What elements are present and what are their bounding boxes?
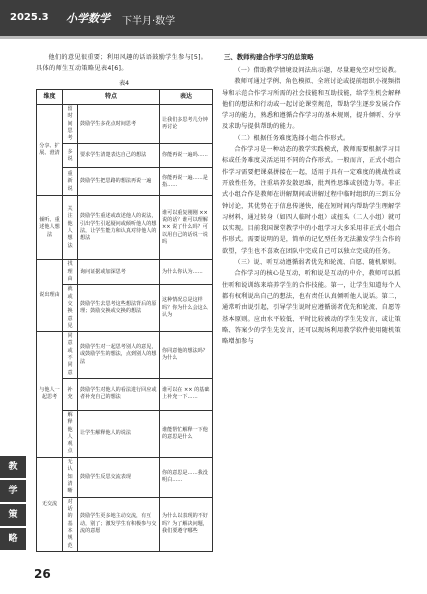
dimension-cell: 无交流 bbox=[37, 457, 63, 551]
table-caption: 表4 bbox=[118, 80, 130, 87]
header-bar bbox=[0, 0, 427, 36]
feature-cell: 鼓励学生对一起思考别人的意见，或鼓励学生的想法，点到别人的想法 bbox=[78, 332, 160, 379]
left-column bbox=[36, 52, 212, 552]
section-label: 下半月·数学 bbox=[122, 16, 176, 27]
expression-cell: 让我们多思考几分钟再讨论 bbox=[160, 105, 213, 144]
side-tab-lue: 略 bbox=[0, 528, 26, 550]
table-row bbox=[37, 168, 213, 196]
side-tab-jiao: 教 bbox=[0, 456, 26, 478]
feature-cell: 鼓励学生去思考这些想法背后的原理；鼓励交换或交换的想法 bbox=[78, 285, 160, 332]
sub-cell: 留时间思考 bbox=[63, 105, 78, 144]
dimension-cell: 分享、扩展、澄清 bbox=[37, 105, 63, 196]
table-row bbox=[37, 144, 213, 168]
expression-cell: 为什么以表现的不好吗？为了解决问题，我们要遵守哪些 bbox=[160, 497, 213, 551]
feature-cell: 让学生解释他人的说法 bbox=[78, 410, 160, 457]
feature-cell: 鼓励学生把思路的想法再说一遍 bbox=[78, 168, 160, 196]
feature-cell: 鼓励学生多花点时间思考 bbox=[78, 105, 160, 144]
expression-cell: 你的意思是……我没明白…… bbox=[160, 457, 213, 497]
table-row bbox=[37, 285, 213, 332]
body-paragraph: 合作学习的核心是互动，听和说是互动的中介，教师可以抓住听和说训练来培养学生的合作技能。第一，让学生知道每个人都有权利说出自己的想法，也有责任认真倾听他人说话。第二，通常听由说引起，引导学生说时应遵循弱者优先和轮流、自愿等基本原则。应由水平较低、平时比较被动的学生先发言，或让策略、答案少的学生先发言，还可以现场利用教学软件使用随机策略增加参与 bbox=[222, 270, 401, 346]
side-tab-xue: 学 bbox=[0, 480, 26, 502]
body-paragraph: （一）借助教学情境设问法出示题，尽量避免空对空说教。 bbox=[234, 67, 401, 74]
header-expression: 表达 bbox=[160, 90, 213, 105]
section-title: 三、教师构建合作学习的总策略 bbox=[224, 53, 314, 61]
expression-cell: 谁可以重复刚刚 ×× 说的话？谁可以理解 ×× 说了什么吗？可以用自己的话说一说吗 bbox=[160, 196, 213, 260]
header-feature: 特点 bbox=[63, 90, 160, 105]
body-paragraph: （二）根据任务难度选择小组合作形式。 bbox=[234, 134, 350, 142]
table-row bbox=[37, 497, 213, 551]
table-header-row bbox=[37, 90, 213, 105]
sub-cell: 同意或不同意 bbox=[63, 332, 78, 379]
dimension-cell: 与他人一起思考 bbox=[37, 332, 63, 458]
issue-label: 2025.3 bbox=[10, 12, 49, 23]
table-row bbox=[37, 410, 213, 457]
sub-cell: 重新说 bbox=[63, 168, 78, 196]
side-tab-ce: 策 bbox=[0, 504, 26, 526]
page-number: 26 bbox=[34, 567, 51, 581]
sub-cell: 找理由 bbox=[63, 260, 78, 285]
feature-cell: 要求学生清楚表达自己的想法 bbox=[78, 144, 160, 168]
table-row bbox=[37, 378, 213, 410]
sub-cell: 解释他人观点 bbox=[63, 410, 78, 457]
feature-cell: 鼓励学生对他人的看法进行回应或者补充自己的想法 bbox=[78, 378, 160, 410]
right-column bbox=[222, 52, 406, 347]
body-paragraph: （三）说、听互动遵循弱者优先和轮流、自愿、随机原则。 bbox=[234, 259, 401, 267]
intro-paragraph: 他们的意见很重要；利用风趣的话语鼓励学生参与[5]。具体的师生互动策略见表4[6]。 bbox=[36, 54, 208, 72]
body-paragraph: 教师可通过学例、角色模拟、全班讨论或提前组织小视频指导和示范合作学习所需的社会技能和互助技能，给学生机会解释他们的想法和行动或一起讨论课堂规范，帮助学生逐步发展合作学习的能力，熟悉和遵循合作学习的基本规则，提升倾听、分享及求助与提供帮助的能力。 bbox=[222, 78, 401, 131]
header-dimension: 维度 bbox=[37, 90, 63, 105]
table-row bbox=[37, 332, 213, 379]
feature-cell: 鼓励学生重述或改述他人的说法，引出学生引起疑问或倾听他人的想法，让学生能力和认真对待他人的想法 bbox=[78, 196, 160, 260]
feature-cell: 鼓励学生反思交流表现 bbox=[78, 457, 160, 497]
feature-cell: 鼓励学生更多地主动交流，有互动，别了；激发学生有积极参与交流的意愿 bbox=[78, 497, 160, 551]
table-row bbox=[37, 105, 213, 144]
header-stripe bbox=[0, 36, 427, 39]
expression-cell: 你能再说一遍……是指…… bbox=[160, 168, 213, 196]
expression-cell: 为什么你认为…… bbox=[160, 260, 213, 285]
expression-cell: 这种情况总是这样吗？你为什么会这么认为 bbox=[160, 285, 213, 332]
expression-cell: 你能再说一遍吗…… bbox=[160, 144, 213, 168]
dimension-cell: 倾听、重述他人想法 bbox=[37, 196, 63, 260]
sub-cell: 就或交换意见 bbox=[63, 285, 78, 332]
magazine-logo: 小学数学 bbox=[66, 12, 110, 25]
table-row bbox=[37, 457, 213, 497]
sub-cell: 无认知清晰 bbox=[63, 457, 78, 497]
strategy-table bbox=[36, 89, 213, 552]
body-paragraph: 合作学习是一种动态的教学实践模式，教师需要根据学习目标或任务难度灵活运用不同的合作形式。一般而言，正式小组合作学习需要把课桌拼接在一起，适用于具有一定难度的挑战性或开放性任务，注重培养发散思维，批判性思维或创造力等。非正式小组合作是教师在讲解期间或讲解过程中临时组织的三到五分钟讨论，其优势在于信息传递快，能在短时间内帮助学生理解学习材料，通过转身（如四人临时小组）或扭头（二人小组）就可以实现。目前我国课堂教学中的小组学习大多采用非正式小组合作形式。需要说明的是，简单的记忆型任务无法激发学生合作的欲望，学生也不喜欢在团队中完成自己可以独立完成的任务。 bbox=[222, 146, 401, 255]
expression-cell: 谁能帮忙解释一下他的意思是什么 bbox=[160, 410, 213, 457]
sub-cell: 补充 bbox=[63, 378, 78, 410]
table-row bbox=[37, 260, 213, 285]
expression-cell: 你同意他的想法吗？为什么 bbox=[160, 332, 213, 379]
dimension-cell: 说出理由 bbox=[37, 260, 63, 332]
expression-cell: 谁可以在 ×× 的基础上补充一下…… bbox=[160, 378, 213, 410]
sub-cell: 对话的基本规范 bbox=[63, 497, 78, 551]
feature-cell: 询问证据或加深思考 bbox=[78, 260, 160, 285]
sub-cell: 关注他人想法 bbox=[63, 196, 78, 260]
sub-cell: 多说 bbox=[63, 144, 78, 168]
table-row bbox=[37, 196, 213, 260]
